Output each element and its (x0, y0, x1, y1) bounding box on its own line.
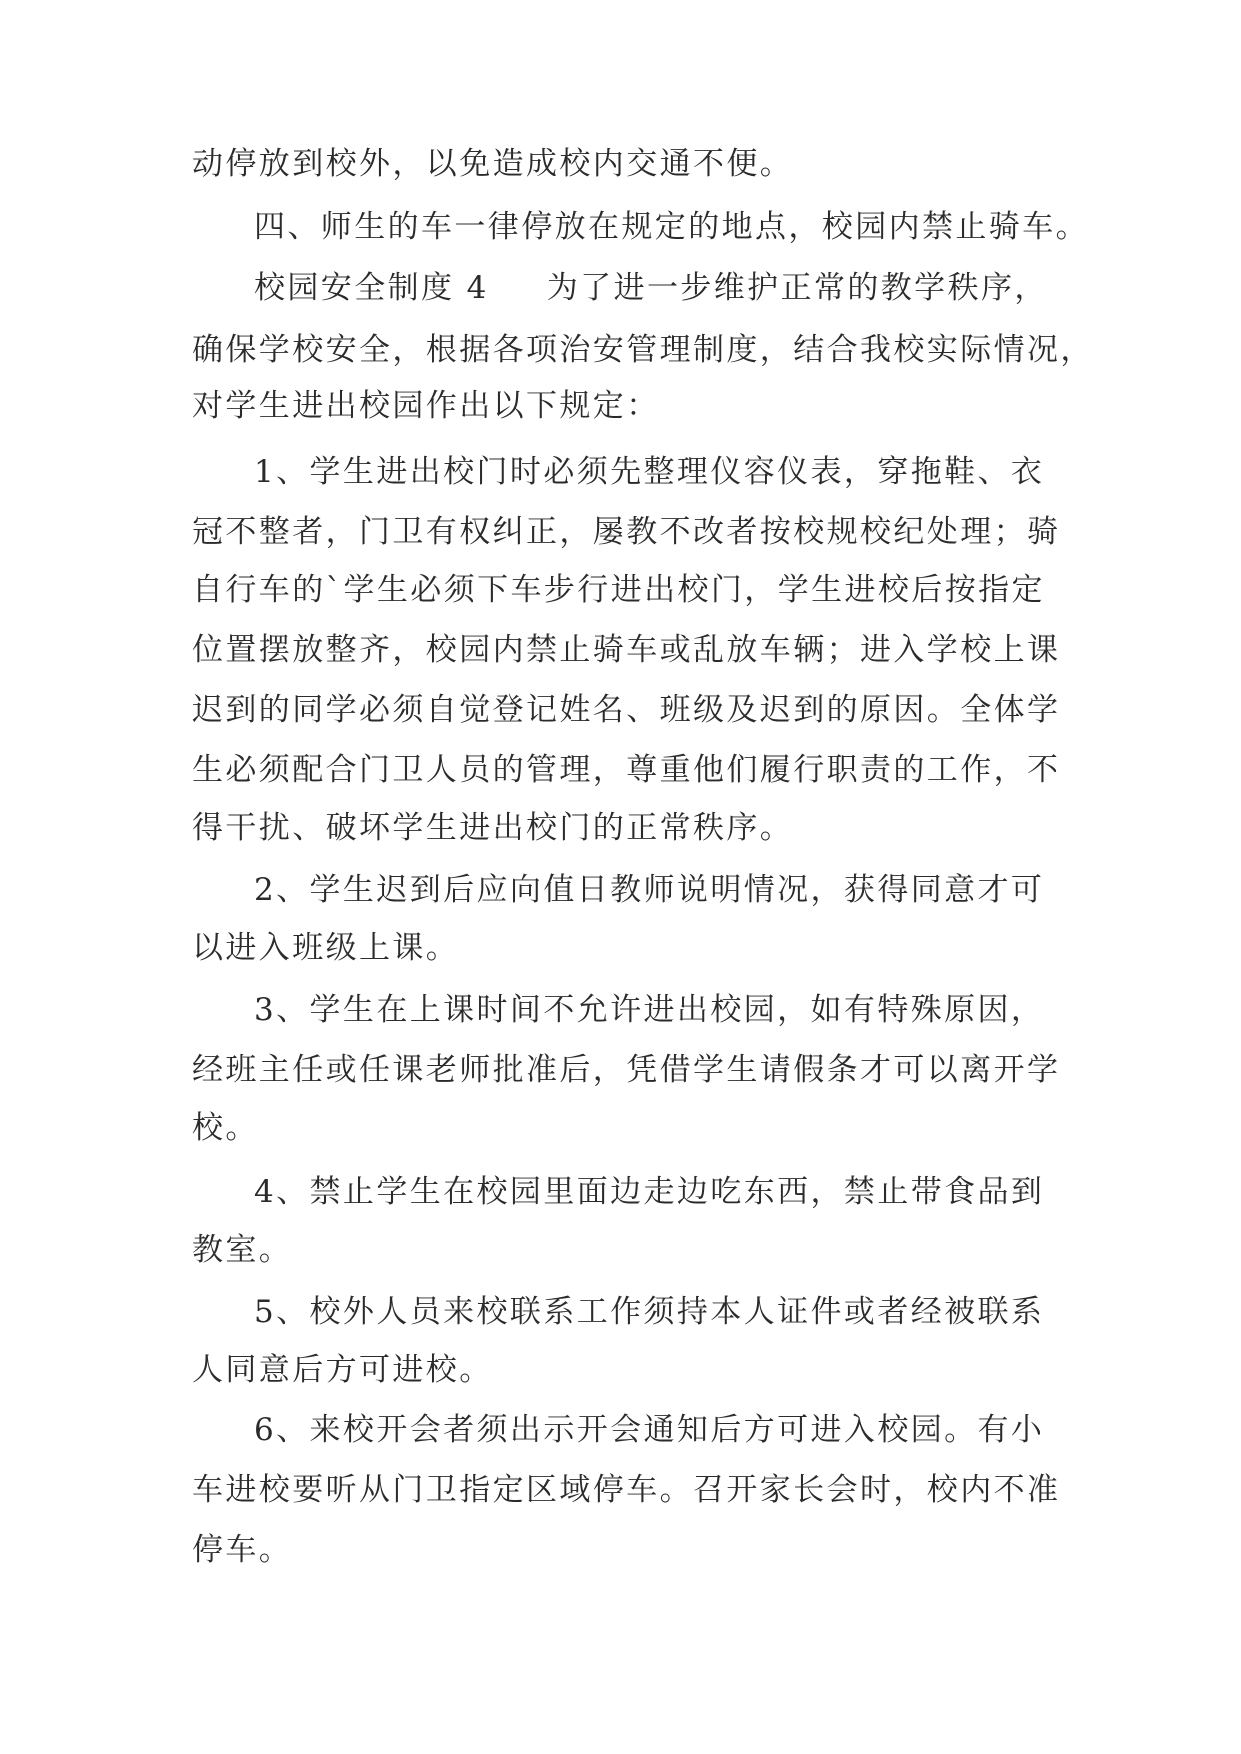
text-line: 自行车的`学生必须下车步行进出校门，学生进校后按指定 (192, 572, 1045, 608)
text-line: 教室。 (192, 1232, 293, 1268)
text-line: 对学生进出校园作出以下规定： (192, 388, 660, 424)
section-heading: 校园安全制度 4 (254, 270, 489, 306)
text-line: 经班主任或任课老师批准后，凭借学生请假条才可以离开学 (192, 1052, 1061, 1088)
text-line: 6、来校开会者须出示开会通知后方可进入校园。有小 (254, 1412, 1045, 1448)
text-line: 人同意后方可进校。 (192, 1352, 493, 1388)
text-line: 1、学生进出校门时必须先整理仪容仪表，穿拖鞋、衣 (254, 454, 1045, 490)
text-line: 得干扰、破坏学生进出校门的正常秩序。 (192, 810, 794, 846)
text-line: 动停放到校外，以免造成校内交通不便。 (192, 146, 794, 182)
text-line: 3、学生在上课时间不允许进出校园，如有特殊原因， (254, 992, 1045, 1028)
text-line: 迟到的同学必须自觉登记姓名、班级及迟到的原因。全体学 (192, 692, 1061, 728)
text-line: 4、禁止学生在校园里面边走边吃东西，禁止带食品到 (254, 1174, 1045, 1210)
text-line: 位置摆放整齐，校园内禁止骑车或乱放车辆；进入学校上课 (192, 632, 1061, 668)
text-line: 5、校外人员来校联系工作须持本人证件或者经被联系 (254, 1294, 1045, 1330)
text-line: 冠不整者，门卫有权纠正，屡教不改者按校规校纪处理；骑 (192, 514, 1061, 550)
text-line: 停车。 (192, 1532, 293, 1568)
text-line: 确保学校安全，根据各项治安管理制度，结合我校实际情况， (192, 332, 1094, 368)
text-line: 四、师生的车一律停放在规定的地点，校园内禁止骑车。 (254, 209, 1089, 245)
text-line: 校。 (192, 1110, 259, 1146)
text-line: 车进校要听从门卫指定区域停车。召开家长会时，校内不准 (192, 1472, 1061, 1508)
text-line: 生必须配合门卫人员的管理，尊重他们履行职责的工作，不 (192, 752, 1061, 788)
heading-line (254, 268, 1048, 308)
text-line: 为了进一步维护正常的教学秩序， (546, 270, 1048, 306)
text-line: 2、学生迟到后应向值日教师说明情况，获得同意才可 (254, 872, 1045, 908)
text-line: 以进入班级上课。 (192, 930, 460, 966)
